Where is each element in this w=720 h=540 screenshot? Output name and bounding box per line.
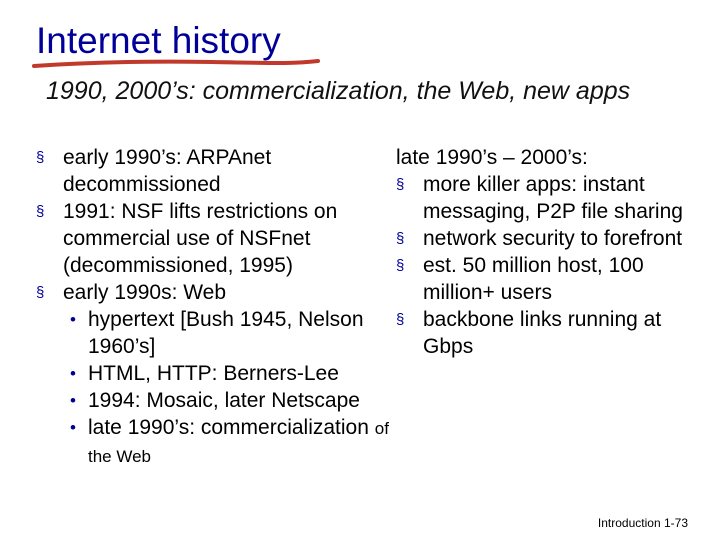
list-item-text: early 1990s: Web bbox=[63, 281, 227, 304]
page-number: 1-73 bbox=[663, 516, 688, 530]
list-item bbox=[36, 198, 392, 279]
list-item bbox=[396, 225, 706, 252]
sub-list-item-text: hypertext [Bush 1945, Nelson 1960’s] bbox=[88, 308, 364, 358]
bullet-icon: § bbox=[36, 149, 45, 166]
sub-list-item bbox=[36, 306, 392, 360]
sub-bullet-icon: • bbox=[70, 310, 76, 329]
bullet-icon: § bbox=[396, 230, 405, 247]
list-item-text: early 1990’s: ARPAnet decommissioned bbox=[63, 146, 272, 196]
list-item-text: 1991: NSF lifts restrictions on commercial use of NSFnet (decommissioned, 1995) bbox=[63, 200, 338, 277]
footer-label: Introduction bbox=[597, 516, 661, 530]
list-item-text: network security to forefront bbox=[423, 227, 683, 250]
bullet-icon: § bbox=[36, 203, 45, 220]
sub-bullet-icon: • bbox=[70, 364, 76, 383]
bullet-icon: § bbox=[396, 176, 405, 193]
slide-title: Internet history bbox=[36, 20, 281, 61]
sub-bullet-icon: • bbox=[70, 418, 76, 437]
slide-footer bbox=[598, 516, 688, 530]
list-item bbox=[396, 171, 706, 225]
slide-subtitle: 1990, 2000’s: commercialization, the Web, new apps bbox=[46, 77, 631, 105]
list-item bbox=[36, 279, 392, 306]
list-item bbox=[396, 252, 706, 306]
sub-list-item bbox=[36, 414, 392, 470]
list-item-text: est. 50 million host, 100 million+ users bbox=[423, 254, 644, 304]
sub-list-item-text: late 1990’s: commercialization bbox=[88, 416, 369, 439]
left-column bbox=[36, 144, 392, 470]
bullet-icon: § bbox=[36, 284, 45, 301]
bullet-icon: § bbox=[396, 311, 405, 328]
list-item bbox=[396, 306, 706, 360]
sub-list-item bbox=[36, 387, 392, 414]
sub-list-item-text: HTML, HTTP: Berners-Lee bbox=[88, 362, 339, 385]
sub-bullet-icon: • bbox=[70, 391, 76, 410]
sub-list-item bbox=[36, 360, 392, 387]
right-column-heading: late 1990’s – 2000’s: bbox=[396, 146, 588, 169]
list-item-text: backbone links running at Gbps bbox=[423, 308, 662, 358]
bullet-icon: § bbox=[396, 257, 405, 274]
sub-list-item-text: 1994: Mosaic, later Netscape bbox=[88, 389, 360, 412]
sub-list-item-small-text: of the Web bbox=[88, 419, 389, 466]
right-column bbox=[396, 144, 706, 360]
list-item bbox=[36, 144, 392, 198]
list-item-text: more killer apps: instant messaging, P2P file sharing bbox=[423, 173, 683, 223]
title-underline bbox=[32, 58, 322, 72]
